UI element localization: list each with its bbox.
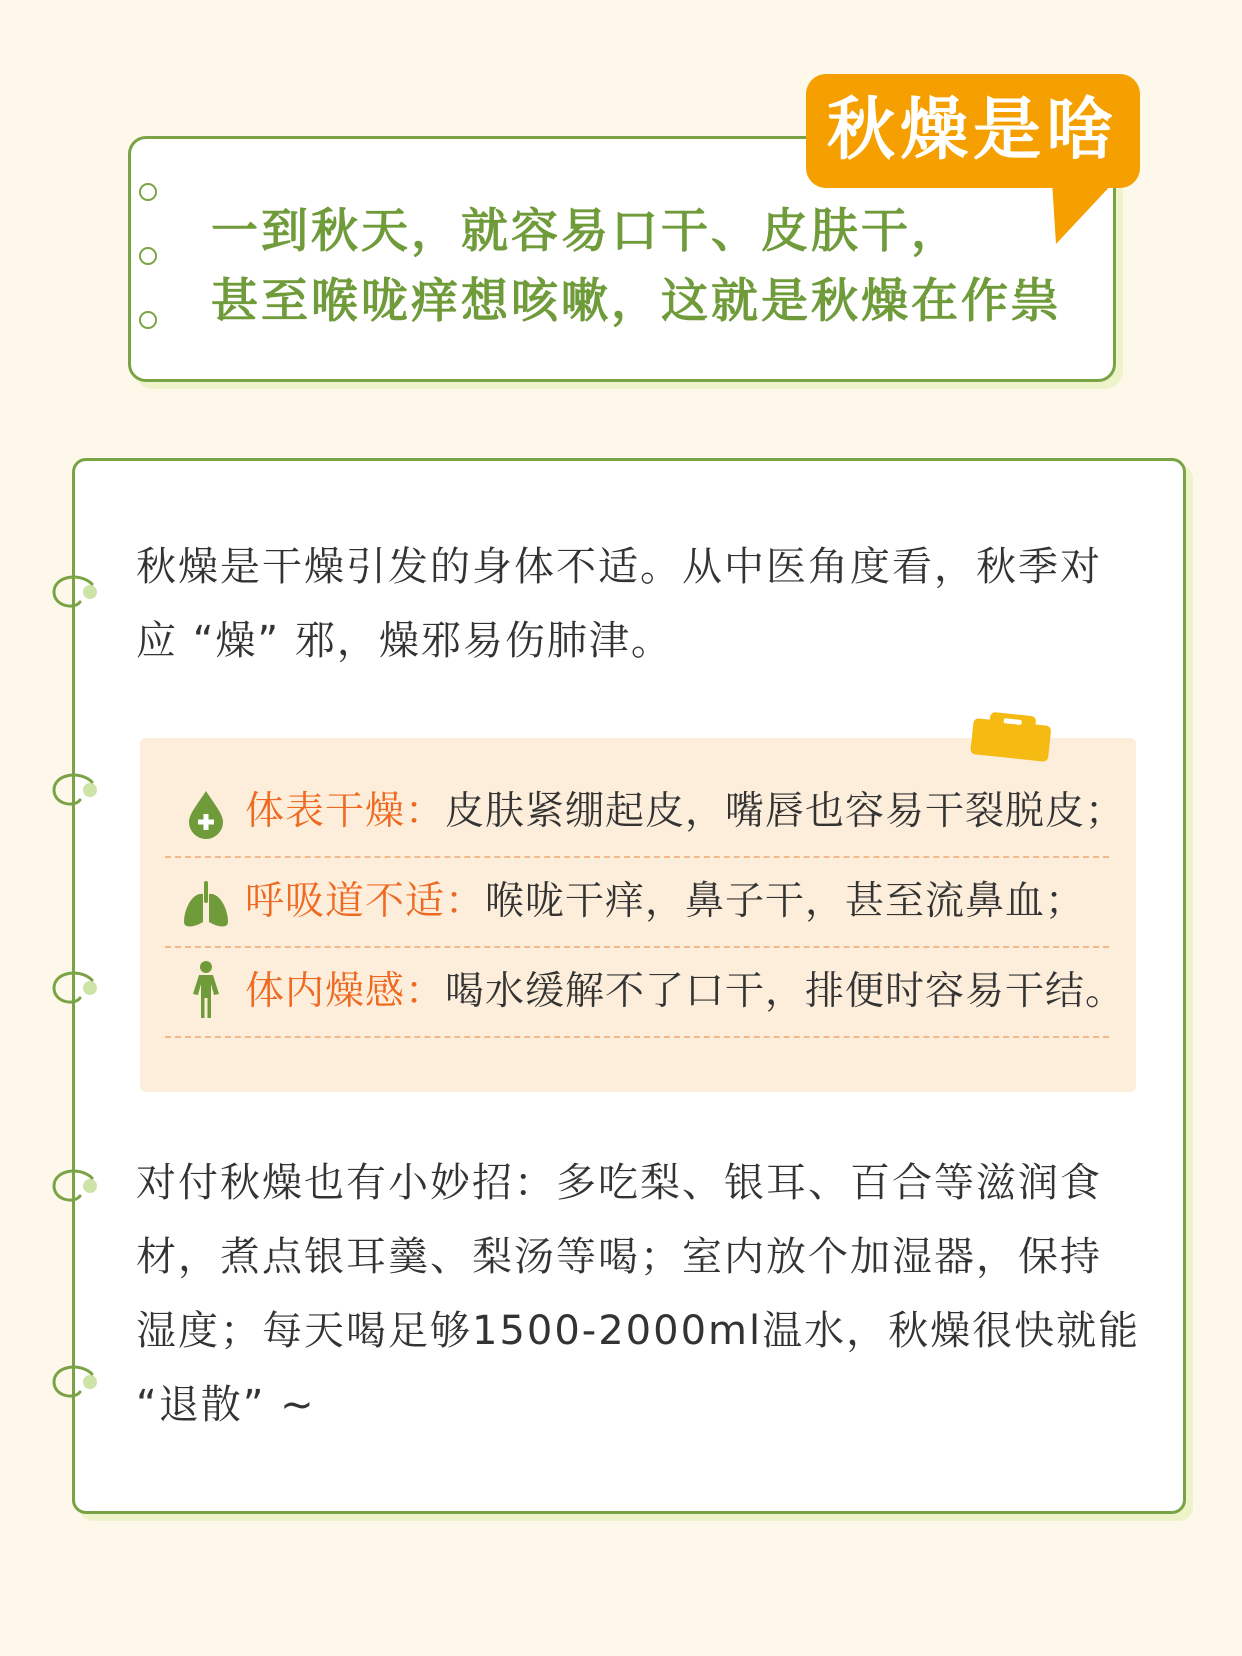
symptom-label: 体表干燥： [245, 789, 446, 834]
title-bubble: 秋燥是啥 [806, 74, 1140, 188]
binder-ring-icon [50, 572, 102, 612]
symptom-text [245, 948, 1125, 1036]
water-drop-plus-icon [181, 788, 231, 840]
binder-dot [139, 183, 157, 201]
paragraph-2-line-4: “退散” ~ [136, 1382, 316, 1428]
paragraph-remedies [136, 1146, 1140, 1442]
person-icon [181, 960, 231, 1020]
symptom-desc: 喝水缓解不了口干，排便时容易干结。 [445, 969, 1126, 1014]
symptom-row [165, 858, 1109, 948]
symptom-label: 呼吸道不适： [245, 879, 486, 924]
paragraph-2-line-1: 对付秋燥也有小妙招：多吃梨、银耳、百合等滋润食 [136, 1160, 1102, 1206]
paragraph-1-line-1: 秋燥是干燥引发的身体不适。从中医角度看，秋季对 [136, 544, 1102, 590]
symptom-desc: 喉咙干痒，鼻子干，甚至流鼻血； [485, 879, 1086, 924]
binder-ring-icon [50, 1362, 102, 1402]
symptom-text [245, 768, 1125, 856]
paragraph-2-line-3: 湿度；每天喝足够1500-2000ml温水，秋燥很快就能 [136, 1308, 1141, 1354]
binder-dot [139, 247, 157, 265]
intro-line-2: 甚至喉咙痒想咳嗽，这就是秋燥在作祟 [211, 274, 1061, 329]
binder-ring-icon [50, 1166, 102, 1206]
symptom-desc: 皮肤紧绷起皮，嘴唇也容易干裂脱皮； [445, 789, 1126, 834]
paragraph-definition [136, 530, 1102, 678]
symptom-row [165, 948, 1126, 1038]
binder-ring-icon [50, 968, 102, 1008]
paragraph-2-line-2: 材，煮点银耳羹、梨汤等喝；室内放个加湿器，保持 [136, 1234, 1102, 1280]
intro-text [211, 197, 1061, 337]
intro-line-1: 一到秋天，就容易口干、皮肤干， [211, 204, 961, 259]
bubble-tail-icon [1052, 182, 1114, 244]
binder-ring-icon [50, 770, 102, 810]
symptom-text [245, 858, 1085, 946]
paragraph-1-line-2: 应 “燥” 邪，燥邪易伤肺津。 [136, 618, 673, 664]
binder-dot [139, 311, 157, 329]
symptom-label: 体内燥感： [245, 969, 446, 1014]
lungs-icon [181, 878, 231, 930]
tape-tag-icon [968, 712, 1054, 764]
symptom-row [165, 768, 1126, 858]
